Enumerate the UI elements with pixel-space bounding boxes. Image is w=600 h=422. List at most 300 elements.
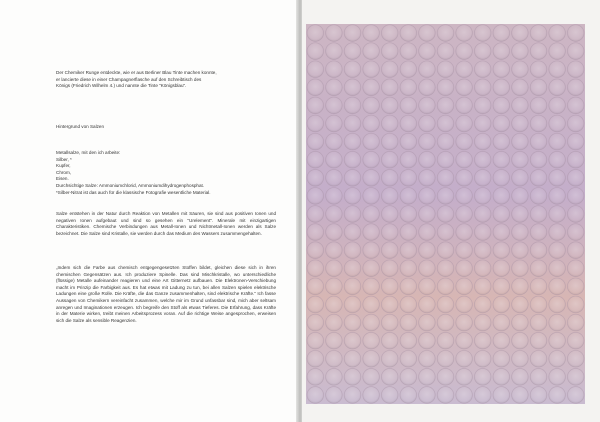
crystal-circle (419, 206, 436, 223)
crystal-circle (567, 260, 584, 277)
crystal-circle (474, 387, 491, 404)
crystal-circle (474, 350, 491, 367)
crystal-circle (512, 79, 529, 96)
crystal-circle (474, 242, 491, 259)
intro-text (56, 70, 276, 90)
crystal-circle (307, 206, 324, 223)
crystal-circle (567, 242, 584, 259)
crystal-circle (326, 169, 343, 186)
crystal-circle (530, 151, 547, 168)
crystal-circle (530, 43, 547, 60)
crystal-circle (381, 79, 398, 96)
crystal-circle (344, 25, 361, 42)
crystal-circle (567, 224, 584, 241)
crystal-circle (530, 332, 547, 349)
crystal-circle (512, 314, 529, 331)
crystal-circle (381, 332, 398, 349)
crystal-circle (549, 79, 566, 96)
crystal-circle (419, 97, 436, 114)
crystal-circle (381, 296, 398, 313)
crystal-circle (512, 43, 529, 60)
crystal-circle (530, 242, 547, 259)
metals-line: Silber, * (56, 156, 72, 162)
crystal-circle (437, 169, 454, 186)
crystal-circle (530, 260, 547, 277)
crystal-circle (530, 133, 547, 150)
crystal-circle (307, 387, 324, 404)
crystal-circle (493, 25, 510, 42)
crystal-circle (567, 97, 584, 114)
intro-line: Königs (Friedrich Wilhelm 4.) und nannte die Tinte "Königsblau". (56, 83, 187, 89)
crystal-circle (530, 97, 547, 114)
crystal-circle (344, 151, 361, 168)
crystal-circle (437, 97, 454, 114)
crystal-circle (456, 314, 473, 331)
crystal-circle (474, 260, 491, 277)
crystal-circle (493, 43, 510, 60)
crystal-circle (326, 115, 343, 132)
crystal-circle (549, 115, 566, 132)
crystal-circle (419, 151, 436, 168)
crystal-circle (381, 278, 398, 295)
crystal-circle (493, 151, 510, 168)
crystal-circle (549, 169, 566, 186)
crystal-circle (474, 369, 491, 386)
crystal-circle (363, 260, 380, 277)
crystal-circle (326, 260, 343, 277)
crystal-circle (456, 224, 473, 241)
crystal-circle (567, 314, 584, 331)
crystal-circle (326, 188, 343, 205)
crystal-circle (419, 260, 436, 277)
crystal-circle (493, 242, 510, 259)
crystal-circle (456, 206, 473, 223)
crystal-circle (474, 133, 491, 150)
crystal-circle (400, 278, 417, 295)
crystal-circle (493, 61, 510, 78)
crystal-circle (363, 25, 380, 42)
crystal-circle (419, 278, 436, 295)
crystal-circle (419, 242, 436, 259)
crystal-circle (363, 224, 380, 241)
crystal-circle (493, 169, 510, 186)
crystal-circle (307, 133, 324, 150)
crystal-circle (419, 61, 436, 78)
crystal-circle (456, 97, 473, 114)
crystal-circle (400, 296, 417, 313)
crystal-circle (400, 206, 417, 223)
crystal-circle (549, 206, 566, 223)
crystal-circle (381, 314, 398, 331)
crystal-circle (549, 260, 566, 277)
crystal-circle (326, 296, 343, 313)
crystal-circle (437, 224, 454, 241)
crystal-circle (326, 133, 343, 150)
crystal-circle (493, 115, 510, 132)
crystal-circle (512, 260, 529, 277)
crystal-circle (437, 43, 454, 60)
crystal-circle (419, 224, 436, 241)
crystal-circle (381, 169, 398, 186)
crystal-circle (363, 314, 380, 331)
crystal-circle (437, 260, 454, 277)
crystal-circle (400, 115, 417, 132)
crystal-circle (530, 350, 547, 367)
crystal-circle (326, 151, 343, 168)
crystal-circle (512, 224, 529, 241)
crystal-circle (363, 151, 380, 168)
crystal-circle (344, 79, 361, 96)
crystal-circle (344, 43, 361, 60)
crystal-circle (326, 242, 343, 259)
crystal-circle (567, 79, 584, 96)
crystal-circle (437, 79, 454, 96)
crystal-circle (307, 224, 324, 241)
crystal-circle (437, 206, 454, 223)
crystal-circle (567, 151, 584, 168)
metals-line: Durchsichtige Salze: Ammoniumchlorid, Ammoniumdihydrogenphosphat. (56, 182, 205, 188)
crystal-circle (400, 61, 417, 78)
crystal-circle (400, 25, 417, 42)
crystal-circle (456, 242, 473, 259)
crystal-circle (307, 296, 324, 313)
crystal-circle (493, 206, 510, 223)
crystal-circle (307, 369, 324, 386)
crystal-circle (567, 278, 584, 295)
crystal-circle (419, 332, 436, 349)
crystal-circle (567, 350, 584, 367)
crystal-circle (512, 133, 529, 150)
crystal-circle (307, 97, 324, 114)
crystal-circle (344, 242, 361, 259)
crystal-circle (456, 25, 473, 42)
crystal-circle (456, 133, 473, 150)
crystal-circle (400, 43, 417, 60)
crystal-circle (456, 79, 473, 96)
circle-grid-artwork (306, 24, 585, 404)
crystal-circle (326, 278, 343, 295)
crystal-circle (456, 278, 473, 295)
crystal-circle (363, 278, 380, 295)
crystal-circle (567, 133, 584, 150)
crystal-circle (530, 296, 547, 313)
crystal-circle (437, 332, 454, 349)
crystal-circle (512, 332, 529, 349)
crystal-circle (419, 25, 436, 42)
crystal-circle (567, 332, 584, 349)
crystal-circle (437, 188, 454, 205)
crystal-circle (307, 314, 324, 331)
crystal-circle (381, 224, 398, 241)
crystal-circle (400, 387, 417, 404)
crystal-circle (326, 79, 343, 96)
crystal-circle (567, 61, 584, 78)
crystal-circle (381, 151, 398, 168)
crystal-circle (344, 314, 361, 331)
crystal-circle (437, 133, 454, 150)
crystal-circle (419, 296, 436, 313)
crystal-circle (437, 151, 454, 168)
crystal-circle (493, 387, 510, 404)
crystal-circle (419, 115, 436, 132)
crystal-circle (474, 188, 491, 205)
crystal-circle (381, 43, 398, 60)
crystal-circle (567, 43, 584, 60)
crystal-circle (456, 169, 473, 186)
crystal-circle (437, 387, 454, 404)
crystal-circle (512, 350, 529, 367)
crystal-circle (567, 206, 584, 223)
crystal-circle (549, 224, 566, 241)
left-page (0, 0, 298, 422)
crystal-circle (363, 188, 380, 205)
crystal-circle (381, 260, 398, 277)
crystal-circle (363, 169, 380, 186)
crystal-circle (512, 369, 529, 386)
crystal-circle (307, 260, 324, 277)
crystal-circle (474, 25, 491, 42)
crystal-circle (437, 314, 454, 331)
crystal-circle (549, 43, 566, 60)
crystal-circle (363, 296, 380, 313)
crystal-circle (493, 260, 510, 277)
crystal-circle (344, 115, 361, 132)
crystal-circle (512, 151, 529, 168)
metals-line: Metallsalze, mit den ich arbeite: (56, 150, 121, 155)
crystal-circle (493, 79, 510, 96)
crystal-circle (530, 61, 547, 78)
crystal-circle (400, 369, 417, 386)
crystal-circle (344, 61, 361, 78)
crystal-circle (512, 206, 529, 223)
crystal-circle (326, 332, 343, 349)
crystal-circle (419, 133, 436, 150)
crystal-circle (567, 296, 584, 313)
crystal-circle (530, 169, 547, 186)
crystal-circle (326, 61, 343, 78)
crystal-circle (549, 242, 566, 259)
crystal-circle (381, 369, 398, 386)
crystal-circle (400, 242, 417, 259)
crystal-circle (363, 79, 380, 96)
crystal-circle (307, 278, 324, 295)
crystal-circle (456, 151, 473, 168)
crystal-circle (307, 242, 324, 259)
crystal-circle (493, 296, 510, 313)
crystal-circle (549, 296, 566, 313)
crystal-circle (344, 369, 361, 386)
crystal-circle (474, 43, 491, 60)
crystal-circle (326, 43, 343, 60)
metals-line: Eisen. (56, 176, 69, 182)
crystal-circle (549, 350, 566, 367)
crystal-circle (530, 25, 547, 42)
intro-line: Der Chemiker Runge entdeckte, wie er aus Berliner Blau Tinte machen konnte, (56, 70, 217, 75)
crystal-circle (381, 61, 398, 78)
crystal-circle (419, 314, 436, 331)
crystal-circle (512, 97, 529, 114)
crystal-circle (512, 25, 529, 42)
crystal-circle (549, 61, 566, 78)
crystal-circle (400, 332, 417, 349)
crystal-circle (474, 61, 491, 78)
crystal-circle (419, 43, 436, 60)
crystal-circle (456, 296, 473, 313)
crystal-circle (326, 25, 343, 42)
crystal-circle (363, 369, 380, 386)
crystal-circle (400, 97, 417, 114)
crystal-circle (437, 296, 454, 313)
crystal-circle (326, 314, 343, 331)
crystal-circle (437, 25, 454, 42)
crystal-circle (307, 350, 324, 367)
crystal-circle (474, 278, 491, 295)
crystal-circle (307, 188, 324, 205)
crystal-circle (493, 332, 510, 349)
crystal-circle (344, 169, 361, 186)
crystal-circle (474, 151, 491, 168)
crystal-circle (456, 260, 473, 277)
crystal-circle (512, 387, 529, 404)
crystal-circle (530, 314, 547, 331)
crystal-circle (493, 278, 510, 295)
crystal-circle (381, 133, 398, 150)
crystal-circle (493, 369, 510, 386)
crystal-circle (344, 260, 361, 277)
crystal-circle (549, 97, 566, 114)
crystal-circle (400, 314, 417, 331)
crystal-circle (363, 387, 380, 404)
crystal-circle (326, 97, 343, 114)
crystal-circle (326, 369, 343, 386)
crystal-circle (512, 188, 529, 205)
crystal-circle (493, 188, 510, 205)
crystal-circle (307, 115, 324, 132)
crystal-circle (307, 169, 324, 186)
section-heading: Hintergrund von Salzen (56, 124, 105, 129)
crystal-circle (326, 206, 343, 223)
crystal-circle (549, 332, 566, 349)
crystal-circle (419, 387, 436, 404)
crystal-circle (549, 188, 566, 205)
crystal-circle (363, 242, 380, 259)
crystal-circle (549, 133, 566, 150)
crystal-circle (381, 97, 398, 114)
crystal-circle (456, 188, 473, 205)
crystal-circle (456, 43, 473, 60)
crystal-circle (512, 278, 529, 295)
crystal-circle (474, 224, 491, 241)
crystal-circle (474, 296, 491, 313)
crystal-circle (437, 242, 454, 259)
crystal-circle (326, 350, 343, 367)
crystal-circle (567, 369, 584, 386)
crystal-circle (530, 115, 547, 132)
crystal-circle (344, 332, 361, 349)
crystal-circle (530, 369, 547, 386)
crystal-circle (567, 25, 584, 42)
crystal-circle (549, 278, 566, 295)
crystal-circle (363, 206, 380, 223)
crystal-circle (456, 350, 473, 367)
crystal-circle (549, 387, 566, 404)
crystal-circle (493, 314, 510, 331)
crystal-circle (307, 151, 324, 168)
crystal-circle (567, 188, 584, 205)
salt-crystal-plate-image (306, 24, 585, 404)
crystal-circle (363, 97, 380, 114)
crystal-circle (419, 188, 436, 205)
crystal-circle (549, 369, 566, 386)
crystal-circle (344, 206, 361, 223)
crystal-circle (512, 296, 529, 313)
intro-line: er lancierte diese in einer Champagnerflasche auf den Schreibtisch des (56, 76, 202, 82)
crystal-circle (344, 387, 361, 404)
crystal-circle (530, 387, 547, 404)
crystal-circle (381, 115, 398, 132)
crystal-circle (307, 61, 324, 78)
crystal-circle (381, 25, 398, 42)
crystal-circle (530, 224, 547, 241)
crystal-circle (530, 206, 547, 223)
crystal-circle (344, 224, 361, 241)
crystal-circle (363, 61, 380, 78)
crystal-circle (363, 43, 380, 60)
crystal-circle (363, 332, 380, 349)
crystal-circle (326, 387, 343, 404)
crystal-circle (307, 25, 324, 42)
crystal-circle (363, 350, 380, 367)
crystal-circle (474, 314, 491, 331)
crystal-circle (493, 133, 510, 150)
crystal-circle (474, 97, 491, 114)
crystal-circle (400, 260, 417, 277)
crystal-circle (530, 278, 547, 295)
crystal-circle (381, 387, 398, 404)
crystal-circle (400, 169, 417, 186)
crystal-circle (344, 188, 361, 205)
crystal-circle (474, 206, 491, 223)
crystal-circle (549, 25, 566, 42)
crystal-circle (567, 115, 584, 132)
crystal-circle (344, 97, 361, 114)
crystal-circle (381, 206, 398, 223)
crystal-circle (567, 387, 584, 404)
crystal-circle (456, 387, 473, 404)
crystal-circle (567, 169, 584, 186)
crystal-circle (363, 133, 380, 150)
metals-line: Chrom, (56, 169, 72, 175)
crystal-circle (400, 151, 417, 168)
crystal-circle (381, 242, 398, 259)
crystal-circle (474, 332, 491, 349)
crystal-circle (474, 169, 491, 186)
quote-paragraph: „Indem sich die Farbe aus chemisch entgegengesetzten Stoffen bildet, gleichen diese sich in ihren chemischen Gegensätzen aus. Ich produziere Spinelle. Das sind Mischkristalle, wo unterschiedliche (flüssige) Metalle aufeinander reagieren und eine Art Gitternetz aufbauen. Die Elektronen-Verschiebung macht im Prinzip die Farbigkeit aus. Es hat etwas mit Ladung zu tun, bei allen Salzen spielen elektrische Ladungen eine große Rolle. Die Kräfte, die das Ganze zusammenhalten, sind elektrische Kräfte." Ich fasse Aussagen von Chemikern vereinfacht zusammen, welche mir im Grund unfassbar sind, mich aber seltsam anregen und Imaginationen erzeugen. Ich begreife den Stoff als etwas Tieferes. Die Erfahrung, dass Kräfte in der Materie wirken, treibt meinen Arbeitsprozess voran. Auf die richtige Weise angesprochen, erweisen sich die Salze als sensible Reagenzien. (56, 265, 276, 323)
crystal-circle (549, 151, 566, 168)
crystal-circle (326, 224, 343, 241)
crystal-circle (530, 188, 547, 205)
crystal-circle (381, 350, 398, 367)
crystal-circle (400, 224, 417, 241)
crystal-circle (512, 169, 529, 186)
crystal-circle (307, 79, 324, 96)
crystal-circle (512, 242, 529, 259)
crystal-circle (307, 43, 324, 60)
crystal-circle (437, 350, 454, 367)
crystal-circle (437, 278, 454, 295)
crystal-circle (456, 115, 473, 132)
crystal-circle (437, 115, 454, 132)
